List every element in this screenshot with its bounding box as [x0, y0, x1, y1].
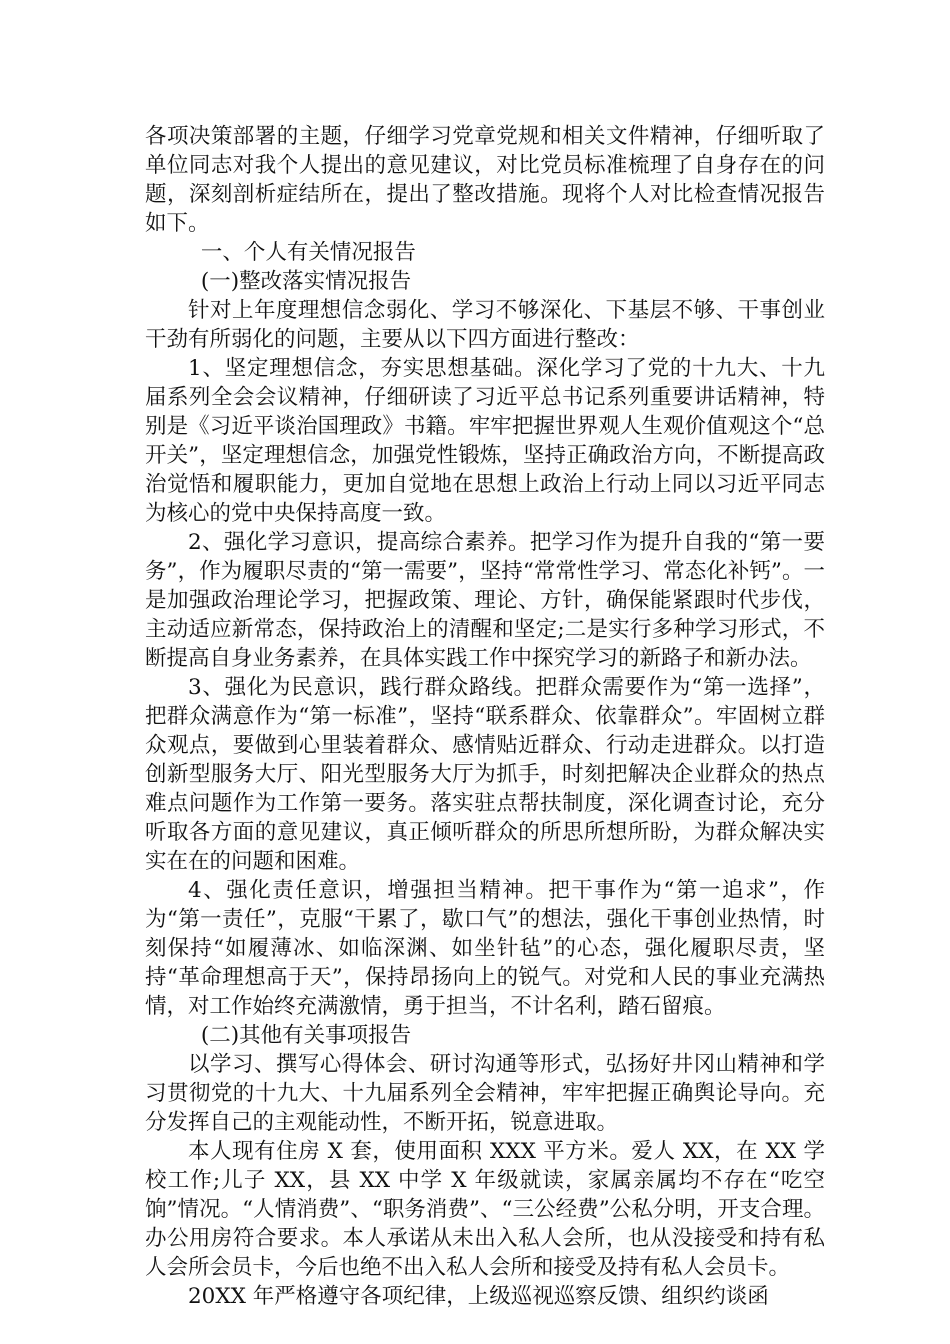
other-matters-paragraph: 以学习、撰写心得体会、研讨沟通等形式，弘扬好井冈山精神和学习贯彻党的十九大、十九届系列全会精神，牢牢把握正确舆论导向。充分发挥自己的主观能动性，不断开拓，锐意进取。 [145, 1052, 825, 1135]
discipline-paragraph: 20XX 年严格遵守各项纪律，上级巡视巡察反馈、组织约谈函 [188, 1284, 769, 1309]
intro-paragraph: 各项决策部署的主题，仔细学习党章党规和相关文件精神，仔细听取了单位同志对我个人提出的意见建议，对比党员标准梳理了自身存在的问题，深刻剖析症结所在，提出了整改措施。现将个人对比检查情况报告如下。 [145, 124, 825, 236]
section-heading-personal-report: 一、个人有关情况报告 [200, 240, 416, 265]
document-body [145, 122, 825, 1311]
rectification-summary-paragraph: 针对上年度理想信念弱化、学习不够深化、下基层不够、干事创业干劲有所弱化的问题，主要从以下四方面进行整改： [145, 298, 825, 352]
item-2-paragraph: 2、强化学习意识，提高综合素养。把学习作为提升自我的“第一要务”，作为履职尽责的“第一需要”，坚持“常常性学习、常态化补钙”。一是加强政治理论学习，把握政策、理论、方针，确保能紧跟时代步伐，主动适应新常态，保持政治上的清醒和坚定;二是实行多种学习形式，不断提高自身业务素养，在具体实践工作中探究学习的新路子和新办法。 [145, 530, 825, 671]
item-1-paragraph: 1、坚定理想信念，夯实思想基础。深化学习了党的十九大、十九届系列全会会议精神，仔细研读了习近平总书记系列重要讲话精神，特别是《习近平谈治国理政》书籍。牢牢把握世界观人生观价值观这个“总开关”，坚定理想信念，加强党性锻炼，坚持正确政治方向，不断提高政治觉悟和履职能力，更加自觉地在思想上政治上行动上同以习近平同志为核心的党中央保持高度一致。 [145, 356, 825, 526]
subsection-heading-other-matters: (二)其他有关事项报告 [200, 1023, 412, 1048]
item-4-paragraph: 4、强化责任意识，增强担当精神。把干事作为“第一追求”，作为“第一责任”，克服“干累了，歇口气”的想法，强化干事创业热情，时刻保持“如履薄冰、如临深渊、如坐针毡”的心态，强化履职尽责，坚持“革命理想高于天”，保持昂扬向上的锐气。对党和人民的事业充满热情，对工作始终充满激情，勇于担当，不计名利，踏石留痕。 [145, 878, 825, 1019]
item-3-paragraph: 3、强化为民意识，践行群众路线。把群众需要作为“第一选择”，把群众满意作为“第一标准”，坚持“联系群众、依靠群众”。牢固树立群众观点，要做到心里装着群众、感情贴近群众、行动走进群众。以打造创新型服务大厅、阳光型服务大厅为抓手，时刻把解决企业群众的热点难点问题作为工作第一要务。落实驻点帮扶制度，深化调查讨论，充分听取各方面的意见建议，真正倾听群众的所思所想所盼，为群众解决实实在在的问题和困难。 [145, 675, 825, 874]
personal-info-paragraph: 本人现有住房 X 套，使用面积 XXX 平方米。爱人 XX，在 XX 学校工作;儿子 XX，县 XX 中学 X 年级就读，家属亲属均不存在“吃空饷”情况。“人情消费”、“职务消费”、“三公经费”公私分明，开支合理。办公用房符合要求。本人承诺从未出入私人会所，也从没接受和持有私人会所会员卡，今后也绝不出入私人会所和接受及持有私人会员卡。 [145, 1139, 825, 1280]
subsection-heading-rectification: (一)整改落实情况报告 [200, 269, 412, 294]
